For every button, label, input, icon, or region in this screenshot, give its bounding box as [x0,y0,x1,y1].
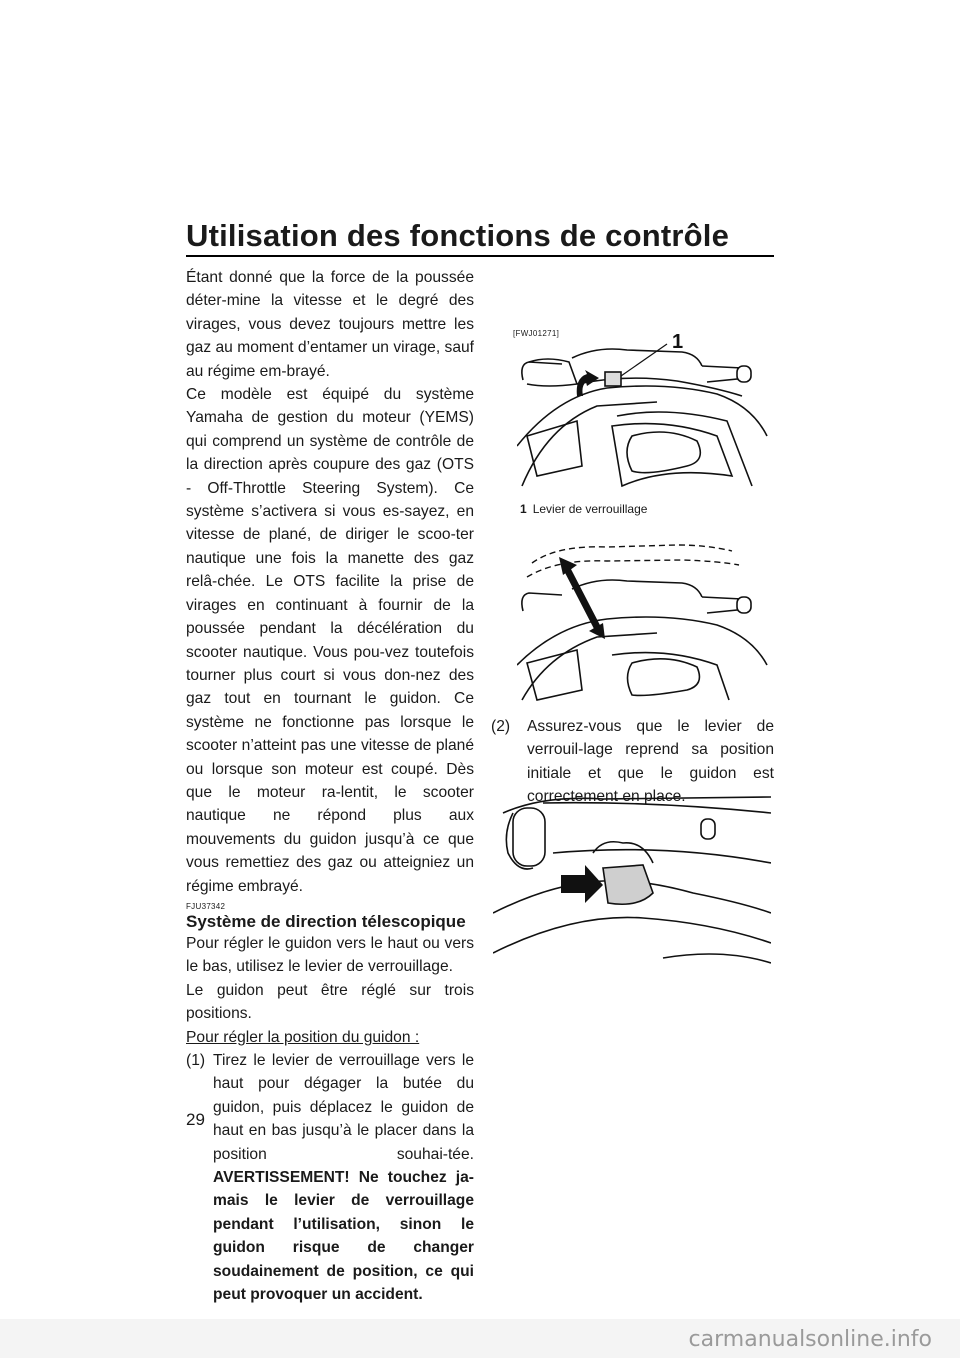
paragraph-intro: Étant donné que la force de la poussée déter-mine la vitesse et le degré des virages, vous devez toujours mettre les gaz au moment d’entamer un virage, sauf au régime em-brayé. [186,269,474,380]
paragraph-adjust: Pour régler le guidon vers le haut ou vers le bas, utilisez le levier de verrouillage. [186,934,474,976]
section-heading: Système de direction télescopique [186,911,466,931]
figure-lever-check [493,793,771,969]
step-2-number: (2) [491,718,511,735]
page-number: 29 [186,1110,205,1129]
step-1-text [213,1049,474,1306]
figure-lock-lever [517,326,772,491]
step-1-instruction: Tirez le levier de verrouillage vers le haut pour dégager la butée du guidon, puis déplacez le guidon de haut en bas jusqu’à le placer dans la position souhai-tée. [213,1052,474,1163]
warning-code: [FWJ01271] [513,329,560,338]
procedure-subheading: Pour régler la position du guidon : [186,1028,420,1046]
left-column [186,266,474,1306]
figure-handlebar-positions [517,535,772,705]
caption-number: 1 [520,502,527,516]
caption-text: Levier de verrouillage [532,502,648,516]
lock-lever-shape [603,865,653,904]
arrow-right-icon [561,865,603,903]
footer-bar [0,1319,960,1358]
step-1-number: (1) [186,1052,206,1069]
page-title: Utilisation des fonctions de contrôle [186,218,730,253]
paragraph-positions: Le guidon peut être réglé sur trois positions. [186,981,474,1023]
paragraph-yems: Ce modèle est équipé du système Yamaha de gestion du moteur (YEMS) qui comprend un système de contrôle de la direction après coupure des gaz (OTS - Off-Throttle Steering System). Ce système s’activera si vous es-sayez, en vitesse de plané, de diriger le scoo-ter nautique une fois la manette des gaz relâ-chée. Le OTS facilite la prise de virages en continuant à fournir de la poussée pendant la décélération du scooter nautique. Vous pou-vez toutefois tourner plus court si vous don-nez des gaz tout en tournant le guidon. Ce système ne fonctionne pas lorsque le scooter n’atteint pas une vitesse de plané ou lorsque son moteur est coupé. Dès que le moteur ra-lentit, le scooter nautique ne répond plus aux mouvements du guidon jusqu’à ce que vous remettiez des gaz ou atteigniez un régime embrayé. [186,386,474,895]
section-code: FJU37342 [186,901,226,911]
footer-watermark: carmanualsonline.info [688,1327,932,1352]
figure-caption [520,502,647,516]
step-1-warning: AVERTISSEMENT! Ne touchez ja-mais le levier de verrouillage pendant l’utilisation, sinon le guidon risque de changer soudainement de position, ce qui peut provoquer un accident. [213,1169,474,1304]
step-2-text: Assurez-vous que le levier de verrouil-lage reprend sa position initiale et que le guidon est correctement en place. [527,718,774,806]
figure-callout-1: 1 [672,331,684,353]
double-arrow-icon [559,557,605,639]
title-rule [186,255,774,257]
step-1 [186,1049,474,1306]
